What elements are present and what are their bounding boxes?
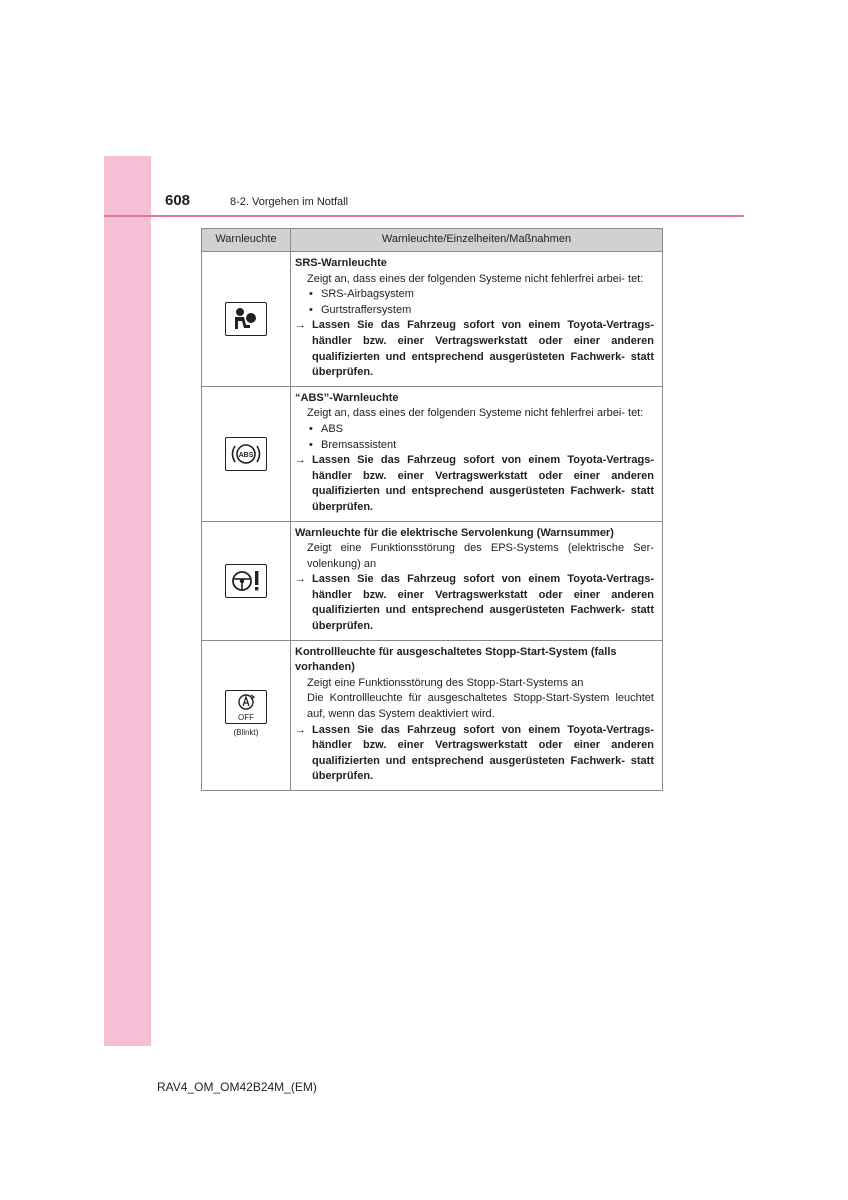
steering-warning-icon [225, 564, 267, 598]
warning-lights-table [201, 228, 663, 791]
row-title: SRS-Warnleuchte [295, 257, 387, 269]
page-number: 608 [165, 192, 191, 209]
list-item: • SRS-Airbagsystem [309, 288, 414, 301]
description-cell [291, 252, 663, 387]
row-text: Die Kontrollleuchte für ausgeschaltetes Stopp-Start-System leuchtet auf, wenn das System deaktiviert wird. [307, 692, 654, 721]
table-header-row [202, 229, 663, 252]
off-icon-label: OFF [238, 713, 254, 723]
action-text: → Lassen Sie das Fahrzeug sofort von einem Toyota-Vertrags- händler bzw. einer Vertragswerkstatt oder einer anderen qualifizierten und entsprechend ausgerüsteten Fachwerk- statt überprüfen. [295, 723, 654, 783]
row-text: Zeigt eine Funktionsstörung des EPS-Systems (elektrische Ser- volenkung) an [307, 542, 654, 570]
row-title: “ABS”-Warnleuchte [295, 391, 399, 404]
description-cell [291, 640, 663, 790]
document-code: RAV4_OM_OM42B24M_(EM) [157, 1080, 317, 1094]
row-title: Kontrollleuchte für ausgeschaltetes Stopp-Start-System (falls vorhanden) [295, 645, 617, 674]
header-rule [104, 215, 744, 217]
row-text: Zeigt an, dass eines der folgenden Systeme nicht fehlerfrei arbei- tet: [307, 407, 644, 420]
table-row [202, 521, 663, 640]
list-item: • ABS [309, 422, 344, 435]
icon-caption: (Blinkt) [233, 728, 259, 738]
srs-airbag-icon [225, 302, 267, 336]
list-item: • Bremsassistent [309, 438, 397, 451]
icon-cell [202, 521, 291, 640]
row-title: Warnleuchte für die elektrische Servolenkung (Warnsummer) [295, 526, 614, 539]
table-row [202, 386, 663, 521]
column-header-light: Warnleuchte [202, 229, 291, 252]
row-text: Zeigt an, dass eines der folgenden Systeme nicht fehlerfrei arbei- tet: [307, 272, 644, 285]
table-row [202, 640, 663, 790]
table-row [202, 252, 663, 387]
abs-icon [225, 437, 267, 471]
column-header-details: Warnleuchte/Einzelheiten/Maßnahmen [291, 229, 663, 252]
description-cell [291, 521, 663, 640]
list-item: • Gurtstraffersystem [309, 303, 412, 316]
section-title: 8-2. Vorgehen im Notfall [230, 196, 349, 208]
action-text: → Lassen Sie das Fahrzeug sofort von einem Toyota-Vertrags- händler bzw. einer Vertragswerkstatt oder einer anderen qualifizierten und entsprechend ausgerüsteten Fachwerk- statt überprüfen. [295, 573, 654, 633]
icon-cell [202, 386, 291, 521]
icon-cell [202, 252, 291, 387]
stop-start-off-icon [225, 690, 267, 724]
description-cell [291, 386, 663, 521]
abs-icon-label: ABS [238, 451, 254, 459]
action-text: → Lassen Sie das Fahrzeug sofort von einem Toyota-Vertrags- händler bzw. einer Vertragswerkstatt oder einer anderen qualifizierten und entsprechend ausgerüsteten Fachwerk- statt überprüfen. [295, 454, 654, 513]
row-text: Zeigt eine Funktionsstörung des Stopp-Start-Systems an [307, 676, 584, 689]
action-text: → Lassen Sie das Fahrzeug sofort von einem Toyota-Vertrags- händler bzw. einer Vertragswerkstatt oder einer anderen qualifizierten und entsprechend ausgerüsteten Fachwerk- statt überprüfen. [295, 319, 654, 379]
side-tab-bar [104, 156, 151, 1046]
icon-cell [202, 640, 291, 790]
